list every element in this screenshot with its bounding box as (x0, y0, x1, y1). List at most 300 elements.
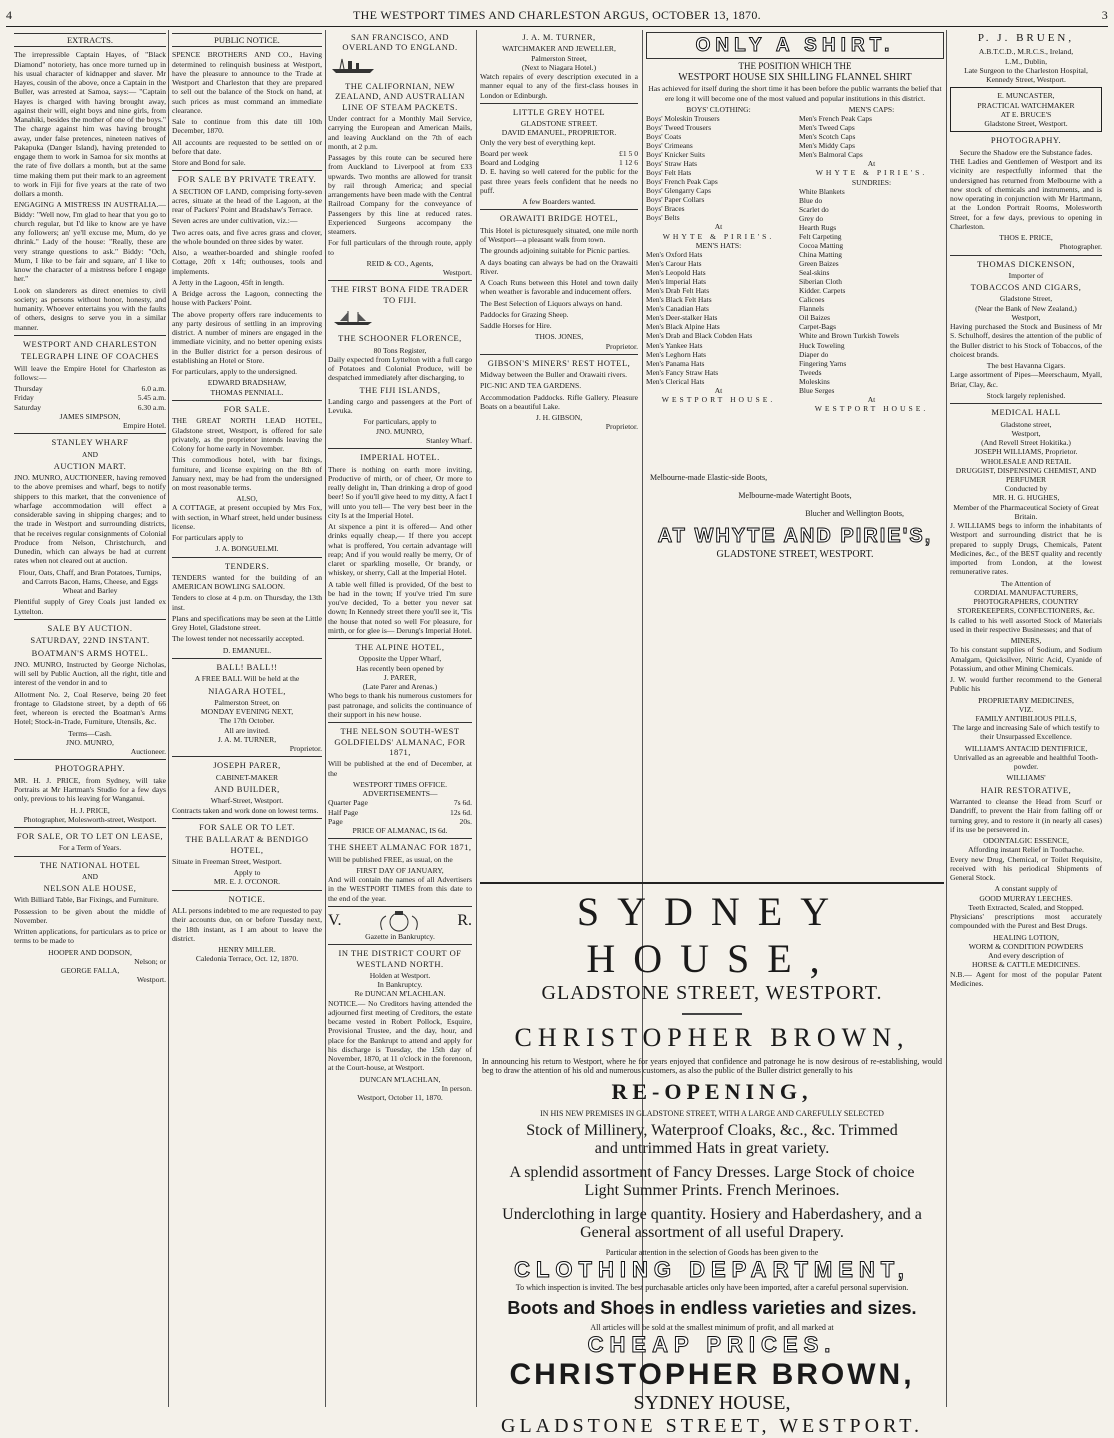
medical-text-4: J. W. would further recommend to the General Public his (950, 675, 1102, 694)
column-3 (328, 30, 472, 1407)
alpine-heading: THE ALPINE HOTEL, (355, 642, 445, 653)
orawaiti-text-3: A days boating can always be had on the Orawaiti River. (480, 257, 638, 276)
column-2 (172, 30, 322, 1407)
fancy-line-2: Light Summer Prints. French Merinoes. (584, 1182, 840, 1199)
turner-address: Palmerston Street, (531, 53, 587, 63)
little-grey-text-2: D. E. having so well catered for the public for the past three years feels confident that he needs no puff. (480, 167, 638, 195)
christopher-brown-heading: CHRISTOPHER BROWN, (514, 1023, 910, 1052)
sydney-intro: In announcing his return to Westport, where he for years enjoyed that confidence and patronage he is now desirous of re-establishing, would beg to draw the attention of his old and numerous customers, as also the public of the Buller district generally to his (482, 1057, 942, 1075)
for-sale-text-4: For particulars apply to (172, 533, 244, 543)
at-label: At (714, 222, 723, 232)
list-item: Blue Serges (799, 385, 835, 395)
mens-hats-list (646, 250, 791, 385)
list-item: Hearth Rugs (799, 223, 837, 233)
photography-motto: Secure the Shadow ere the Substance fades. (959, 147, 1093, 157)
coaches-signature: JAMES SIMPSON, (59, 411, 121, 421)
extract-paragraph: The irrepressible Captain Hayes, of "Black Diamond" notoriety, has once more turned up in his usual character of kidnapper and slaver. Mr Hayes, cousin of the above, once a Captain in the Buller, was arrested at Samoa, says:— "Captain Hayes is charged with having brought away, against their will, eight boys and nine girls, from Manahiki, besides the mother of one of the boys." The charge against him was having brought away, under false pretences, nineteen natives of Pakapuka (Danger Island), having pretended to engage them to work in Samoa for six months at the rate of five dollars a month, but at the same time making them put their mark to an agreement to work in Fiji for five years at the rate of two dollars a month. (14, 50, 166, 199)
alpine-text: Opposite the Upper Wharf, (358, 654, 442, 664)
list-item: Men's French Peak Caps (799, 114, 872, 124)
list-item: Men's Deer-stalker Hats (646, 313, 718, 323)
alpine-text-2: Has recently been opened by (356, 663, 444, 673)
medical-text-8: Affording instant Relief in Toothache. (968, 845, 1084, 855)
little-grey-text: Only the very best of everything kept. (480, 137, 596, 147)
murray-leeches: GOOD MURRAY LEECHES. (979, 893, 1073, 903)
list-item: Boys' Straw Hats (646, 159, 698, 169)
sf-company: THE CALIFORNIAN, NEW ZEALAND, AND AUSTRALIAN LINE OF STEAM PACKETS. (335, 80, 465, 112)
gibson-text-3: Accommodation Paddocks. Rifle Gallery. Pleasure Boats on a beautiful Lake. (480, 392, 638, 411)
treaty-text-3: Two acres oats, and five acres grass and clover, the whole bounded on three sides by water. (172, 227, 322, 246)
list-item: Green Baizes (799, 259, 839, 269)
medical-address-3: (And Revell Street Hokitika.) (981, 438, 1071, 448)
tenders-text-4: The lowest tender not necessarily accepted. (172, 634, 304, 644)
wharf-coal: Plentiful supply of Grey Coals just landed ex Lyttelton. (14, 597, 166, 616)
photography-signature: THOS E. PRICE, (999, 233, 1053, 243)
treaty-text-8: For particulars, apply to the undersigned. (172, 367, 298, 377)
westport-house-label: WESTPORT HOUSE. (814, 403, 929, 413)
tenders-signature: D. EMANUEL. (222, 645, 272, 655)
sf-text-2: Passages by this route can be secured here from Auckland to Liverpool at from £33 upwards. Two months are allowed for transit by rail through America; and special arrangements have been made with the Central Railroad Company for the conveyance of Passengers by this line at reduced rates. Experienced Surgeons accompany the steamers. (328, 153, 472, 237)
sf-heading: SAN FRANCISCO, AND OVERLAND TO ENGLAND. (342, 32, 458, 53)
auction-signature: JNO. MUNRO, (66, 737, 114, 747)
treaty-text-2: Seven acres are under cultivation, viz.:— (172, 216, 298, 226)
auction-heading: SALE BY AUCTION. (47, 622, 133, 633)
horse-medicines: HORSE & CATTLE MEDICINES. (972, 960, 1080, 970)
photo-signature-2: Photographer, Molesworth-street, Westport. (23, 814, 157, 824)
masthead-left: 4 (6, 7, 13, 22)
fiji-text: THE SCHOONER FLORENCE, (338, 333, 462, 344)
to-let-text: THE BALLARAT & BENDIGO HOTEL, (185, 834, 309, 855)
medical-text-13: And every description of (988, 951, 1064, 961)
schooner-icon (328, 309, 378, 327)
treaty-text-5: A Jetty in the Lagoon, 45ft in length. (172, 277, 284, 287)
boots-line-2: Melbourne-made Watertight Boots, (738, 490, 852, 500)
steamship-icon (328, 57, 378, 75)
inspection-line: To which inspection is invited. The best purchasable articles only have been imported, after a careful personal supervision. (515, 1283, 909, 1292)
medical-sub: WHOLESALE AND RETAIL (980, 456, 1072, 466)
list-item: Cocoa Matting (799, 241, 844, 251)
column-rule (168, 30, 169, 1407)
for-sale-also: ALSO, (236, 494, 258, 504)
new-premises: IN HIS NEW PREMISES IN GLADSTONE STREET, WITH A LARGE AND CAREFULLY SELECTED (540, 1109, 884, 1118)
coach-time-row: Saturday 6.30 a.m. (14, 402, 166, 412)
national-text-2: Possession to be given about the middle of November. (14, 906, 166, 925)
list-item: Men's Black Alpine Hats (646, 322, 720, 332)
list-item: Boys' Coats (646, 132, 682, 142)
coaches-text: Will leave the Empire Hotel for Charleston as follows:— (14, 363, 166, 382)
coaches-signature-place: Empire Hotel. (122, 421, 166, 431)
fiji-signature-2: Stanley Wharf. (426, 435, 472, 445)
boots-line-3: Blucher and Wellington Boots, (805, 508, 904, 518)
list-item: Boys' Knicker Suits (646, 150, 705, 160)
dickenson-text-2: The best Havanna Cigars. (986, 361, 1066, 371)
odontalgic-essence: ODONTALGIC ESSENCE, (983, 836, 1069, 846)
public-notice-text: SPENCE BROTHERS AND CO., Having determined to relinquish business at Westport, have the pleasure to announce to the Trade at Westport and Charleston that they are prepared to sell out the balance of the Stock on hand, at such prices as must command an immediate clearance. (172, 50, 322, 115)
sheet-almanac-text-2: And will contain the names of all Advertisers in the WESTPORT TIMES from this date to the end of the year. (328, 875, 472, 903)
orawaiti-signature: THOS. JONES, (534, 332, 584, 342)
list-item: Moleskins (799, 376, 830, 386)
ball-date: MONDAY EVENING NEXT, (200, 707, 294, 717)
treaty-text-7: The above property offers rare inducements to any party desirous of settling in an improving district. A number of miners are engaged in the immediate vicinity, and no better opening exists in the Buller district for a person desirous of establishing an Hotel or Store. (172, 309, 322, 365)
imperial-verse-3: A table well filled is provided, Of the best to be had in the town; If you've tried I'm sure you've decided, To a better you never sat down; In Kennedy street there you'll see it, 'Tis the house that noted so well For pleasure, for mirth, or for glee is— Derung's Imperial Hotel. (328, 579, 472, 635)
orawaiti-text-4: A Coach Runs between this Hotel and town daily when weather is favorable and inducement offers. (480, 278, 638, 297)
coach-time-row: Friday 5.45 a.m. (14, 393, 166, 403)
list-item: Men's Black Felt Hats (646, 295, 712, 305)
lease-sub: For a Term of Years. (58, 843, 122, 853)
list-item: Men's Panama Hats (646, 358, 705, 368)
little-grey-address: GLADSTONE STREET. (520, 119, 598, 129)
wharf-heading-2: AUCTION MART. (53, 460, 127, 471)
medical-nb: N.B.— Agent for most of the popular Patent Medicines. (950, 969, 1102, 988)
list-item: Siberian Cloth (799, 277, 842, 287)
fiji-signature: JNO. MUNRO, (376, 426, 424, 436)
wharf-text: JNO. MUNRO, AUCTIONEER, having removed to the above premises and wharf, begs to notify shippers to this market, that the convenience of wharfage accommodation will effect a considerable saving in shipping charges; and to the trade in Westport and surrounding districts, that he receives regular consignments of Colonial Produce from Nelson, Christchurch, and Dunedin, which can always be had at current rates when not cleared out at auction. (14, 473, 166, 566)
public-notice-text-4: Store and Bond for sale. (172, 158, 246, 168)
tenders-text-3: Plans and specifications may be seen at the Little Grey Hotel, Gladstone street. (172, 613, 322, 633)
list-item: Flannels (799, 304, 825, 314)
medical-society: Member of the Pharmaceutical Society of Great Britain. (953, 502, 1099, 521)
dentifrice: WILLIAM'S ANTACID DENTIFRICE, (964, 743, 1088, 753)
tenders-heading: TENDERS. (224, 560, 270, 571)
list-item: Men's Balmoral Caps (799, 150, 863, 160)
orawaiti-text-2: The grounds adjoining suitable for Picnic parties. (480, 246, 630, 256)
gladstone-street-banner: GLADSTONE STREET, WESTPORT. (501, 1415, 923, 1437)
sydney-address: GLADSTONE STREET, WESTPORT. (541, 982, 883, 1004)
clothing-department: CLOTHING DEPARTMENT, (514, 1257, 910, 1282)
fiji-text-5: Landing cargo and passengers at the Port of Levuka. (328, 396, 472, 416)
fiji-text-4: THE FIJI ISLANDS, (359, 384, 441, 395)
medical-list: CORDIAL MANUFACTURERS, PHOTOGRAPHERS, COUNTRY STOREKEEPERS, CONFECTIONERS, &c. (957, 587, 1095, 616)
coaches-subheading: TELEGRAPH LINE OF COACHES (20, 351, 160, 362)
dickenson-text-3: Large assortment of Pipes—Meerschaum, Myall, Briar, Clay, &c. (950, 370, 1102, 389)
list-item: Kidder. Carpets (799, 286, 846, 296)
clothing-left-column (646, 105, 791, 413)
notice-signature: HENRY MILLER. (218, 945, 276, 955)
masthead (6, 4, 1108, 27)
ball-text-2: Palmerston Street, on (214, 697, 280, 707)
auction-place: BOATMAN'S ARMS HOTEL. (31, 647, 149, 658)
alpine-text-3: Who begs to thank his numerous customers for past patronage, and solicits the continuance of their support in his new house. (328, 691, 472, 719)
ball-signature: J. A. M. TURNER, (217, 734, 277, 744)
list-item: Men's Middy Caps (799, 141, 855, 151)
extracts-heading: EXTRACTS. (14, 33, 166, 47)
for-sale-text: THE GREAT NORTH LEAD HOTEL, Gladstone street, Westport, is offered for sale privately, as the proprietor intends leaving the Colony for home early in November. (172, 416, 322, 454)
list-item: Oil Baizes (799, 313, 830, 323)
dickenson-address: Gladstone Street, (999, 294, 1053, 304)
photography-text: THE Ladies and Gentlemen of Westport and its vicinity are respectfully informed that the undersigned has returned from Melbourne with a new stock of chemicals and instruments, and is now operating in conjunction with Mr Hartmann, at the London Portrait Rooms, Molesworth Street, for a few days, previous to opening in Charleston. (950, 157, 1102, 231)
stock-line-2: and untrimmed Hats in great variety. (594, 1140, 830, 1157)
treaty-text-4: Also, a weather-boarded and shingle roofed Cottage, 20ft x 14ft; outhouses, tools and implements. (172, 248, 322, 276)
muncaster-name: E. MUNCASTER, (997, 91, 1055, 101)
stock-line: Stock of Millinery, Waterproof Cloaks, &c., &c. Trimmed (526, 1122, 898, 1139)
extract-paragraph: Look on slanderers as direct enemies to civil society; as persons without honor, honesty, and humanity. Whoever entertains you with the faults of others, designs to serve you in a similar manner. (14, 285, 166, 332)
list-item: Men's Canadian Hats (646, 304, 709, 314)
royal-coat-of-arms-icon (374, 910, 424, 932)
for-sale-heading: FOR SALE. (223, 403, 271, 414)
alpine-signature-2: (Late Parer and Arenas.) (362, 682, 438, 692)
fiji-heading: THE FIRST BONA FIDE TRADER TO FIJI. (331, 284, 469, 305)
medical-text: J. WILLIAMS begs to inform the inhabitants of Westport and surrounding district that he is prepared to supply Drugs, Chemicals, Patent Medicines, &c., of the BEST quality and recently imported from London, at the lowest remunerative rates. (950, 521, 1102, 577)
sf-signature-2: Westport. (442, 268, 472, 278)
reopening-heading: RE-OPENING, (611, 1079, 813, 1104)
masthead-title: THE WESTPORT TIMES AND CHARLESTON ARGUS, OCTOBER 13, 1870. (353, 7, 761, 22)
sf-text: Under contract for a Monthly Mail Service, carrying the European and American Mails, and leaving Auckland on the 7th of each month, at 2 p.m. (328, 114, 472, 151)
royal-arms-row (328, 910, 472, 932)
whyte-pirie-label: WHYTE & PIRIE'S. (662, 231, 775, 241)
list-item: Men's Drab and Black Cobden Hats (646, 331, 753, 341)
sydney-house-heading: SYDNEY HOUSE, (576, 889, 848, 981)
at-label: At (867, 394, 876, 404)
medical-text-10: A constant supply of (994, 884, 1058, 894)
orawaiti-text-7: Saddle Horses for Hire. (480, 321, 552, 331)
imperial-verse-2: At sixpence a pint it is offered— And other drinks equally cheap,— If there you accept what is proffered, You certain advantage will reap; And if you would really be merry, Or of claret or sparkling moselle, Or brandy, or whiskey, or sherry, Call at the Imperial Hotel. (328, 522, 472, 578)
list-item: Men's Imperial Hats (646, 277, 707, 287)
whyte-pirie-address: GLADSTONE STREET, WESTPORT. (716, 548, 874, 560)
national-hotel-heading-2: NELSON ALE HOUSE, (43, 883, 137, 894)
christopher-brown-banner: CHRISTOPHER BROWN, (509, 1358, 915, 1391)
little-grey-rate-row: Board and Lodging 1 12 6 (480, 158, 638, 168)
sheet-almanac-text: Will be published FREE, as usual, on the (328, 854, 453, 864)
column-4 (480, 30, 638, 876)
parer-heading: JOSEPH PARER, (213, 760, 281, 771)
turner-sub: WATCHMAKER AND JEWELLER, (502, 44, 616, 54)
clothing-right-column (799, 105, 944, 413)
sundries-heading: SUNDRIES: (851, 177, 892, 187)
list-item: White Blankets (799, 186, 845, 196)
list-item: Boys' Tweed Trousers (646, 123, 712, 133)
list-item: Scarlet do (799, 205, 829, 215)
imperial-heading: IMPERIAL HOTEL. (360, 452, 440, 463)
list-item: Men's Leopold Hats (646, 268, 706, 278)
boots-line-1: Melbourne-made Elastic-side Boots, (650, 473, 768, 483)
medical-conducted: Conducted by (1004, 484, 1048, 494)
list-item: Felt Carpeting (799, 232, 842, 242)
court-text-2: In Bankruptcy. (377, 980, 423, 990)
gibson-text: Midway between the Buller and Orawaiti rivers. (480, 370, 627, 380)
ball-date-2: The 17th October. (219, 716, 275, 726)
list-item: Men's Carour Hats (646, 259, 702, 269)
list-item: Boys' Paper Collars (646, 195, 705, 205)
shirt-text-3: Has achieved for itself during the short time it has been before the public warrants the belief that ere long it will become one of the most valued and popular institutions in this district. (648, 84, 942, 103)
muncaster-box (950, 87, 1102, 132)
shirt-text: THE POSITION WHICH THE (738, 61, 852, 72)
to-let-heading: FOR SALE OR TO LET. (199, 821, 295, 832)
list-item: Men's Leghorn Hats (646, 349, 707, 359)
orawaiti-text-6: Paddocks for Grazing Sheep. (480, 309, 569, 319)
list-item: Boys' Belts (646, 213, 680, 223)
imperial-verse-1: There is nothing on earth more inviting, Productive of mirth, or of cheer, Or more to really delight in, Than drinking a drop of good beer! So if you'll give heed to my ditty, A fact I will unto you tell— The very best beer in the city Is at the Imperial Hotel. (328, 464, 472, 520)
turner-heading: J. A. M. TURNER, (522, 32, 596, 42)
alpine-signature: J. PARER, (383, 672, 417, 682)
list-item: Calicoes (799, 295, 825, 305)
photography-signature-2: Photographer. (1059, 242, 1102, 252)
dickenson-heading: THOMAS DICKENSON, (977, 258, 1075, 269)
auction-signature-title: Auctioneer. (130, 747, 166, 757)
mens-caps-heading: MEN'S CAPS: (848, 104, 895, 114)
medical-text-2: Is called to his well assorted Stock of Materials used in their respective Businesses; and that of (950, 615, 1102, 634)
medical-text-11: Teeth Extracted, Scaled, and Stopped. (968, 902, 1084, 912)
mens-hats-heading: MEN'S HATS: (695, 240, 742, 250)
column-rule (325, 30, 326, 1407)
dickenson-address-2: (Near the Bank of New Zealand,) (975, 303, 1077, 313)
boys-clothing-heading: BOYS' CLOTHING: (686, 104, 751, 114)
list-item: White and Brown Turkish Towels (799, 331, 899, 341)
court-re: Re DUNCAN M'LACHLAN. (354, 989, 446, 999)
photo-text: MR. H. J. PRICE, from Sydney, will take Portraits at Mr Hartman's Studio for a few days only, previous to his leaving for Wanganui. (14, 775, 166, 804)
orawaiti-text-5: The Best Selection of Liquors always on hand. (480, 298, 623, 308)
list-item: Boys' Glengarry Caps (646, 186, 711, 196)
worm-powders: WORM & CONDITION POWDERS (968, 941, 1084, 951)
list-item: Seal-skins (799, 268, 830, 278)
national-text: With Billiard Table, Bar Fixings, and Furniture. (14, 895, 159, 905)
fiji-text-6: For particulars, apply to (363, 417, 437, 427)
national-signature-4: Westport. (136, 975, 166, 985)
almanac-office: WESTPORT TIMES OFFICE. (353, 779, 447, 789)
auction-date: SATURDAY, 22ND INSTANT. (30, 635, 150, 646)
parer-heading-2: AND BUILDER, (214, 784, 280, 795)
medical-text-3: To his constant supplies of Sodium, and Sodium Amalgam, Quicksilver, Nitric Acid, Cyanide of Potassium, and other Mining Chemicals. (950, 645, 1102, 673)
court-notice: NOTICE.— No Creditors having attended the adjourned first meeting of Creditors, the estate became vested in Robert Pollock, Esquire, Provisional Trustee, and the day, hour, and place for the Bankrupt to attend and apply for his discharge is Tuesday, the 15th day of November, 1870, at 11 o'clock in the forenoon, at the Court-house, at Westport. (328, 998, 472, 1073)
royal-cipher-v: V. (328, 912, 342, 930)
shirt-text-2: WESTPORT HOUSE SIX SHILLING FLANNEL SHIRT (678, 72, 912, 84)
medical-viz: VIZ. (1018, 704, 1034, 714)
auction-text: JNO. MUNRO, Instructed by George Nicholas, will sell by Public Auction, all the right, title and interest of the vendor in and to (14, 659, 166, 688)
coaches-heading: WESTPORT AND CHARLESTON (23, 338, 157, 349)
national-text-3: Written applications, for particulars as to price or terms to be made to (14, 927, 166, 946)
at-label: At (867, 159, 876, 169)
wharf-and: AND (81, 449, 98, 459)
list-item: Men's Clerical Hats (646, 376, 705, 386)
list-item: Boys' French Peak Caps (646, 177, 718, 187)
almanac-rate-row: Half Page 12s 6d. (328, 807, 472, 817)
notice-date: Caledonia Terrace, Oct. 12, 1870. (195, 954, 299, 964)
sundries-list (799, 187, 944, 395)
notice-text: ALL persons indebted to me are requested to pay their accounts due, on or before Tuesday next, the 18th instant, as I am about to leave the district. (172, 906, 322, 943)
list-item: Huck Toweling (799, 340, 845, 350)
tenders-text-2: Tenders to close at 4 p.m. on Thursday, the 13th inst. (172, 593, 322, 612)
orawaiti-signature-2: Proprietor. (605, 341, 638, 351)
treaty-text: A SECTION OF LAND, comprising forty-seven acres, situate at the head of the Lagoon, at the rear of Packers' Point and Bradshaw's Terrace. (172, 186, 322, 215)
little-grey-rate-row: Board per week £1 5 0 (480, 148, 638, 158)
ornamental-rule (682, 1007, 742, 1021)
gibson-signature: J. H. GIBSON, (535, 413, 583, 423)
orawaiti-text: This Hotel is picturesquely situated, one mile north of Westport—a pleasant walk from town. (480, 225, 638, 245)
medical-attention: The Attention of (1000, 578, 1052, 588)
sf-text-3: For full particulars of the through route, apply to (328, 238, 472, 257)
medical-proprietor: JOSEPH WILLIAMS, Proprietor. (974, 447, 1078, 457)
medical-address: Gladstone street, (1000, 419, 1052, 429)
mens-caps-list (799, 114, 944, 159)
court-text: Holden at Westport. (369, 970, 431, 980)
little-grey-proprietor: DAVID EMANUEL, PROPRIETOR. (501, 128, 617, 138)
almanac-text: Will be published at the end of December, at the (328, 759, 472, 778)
orawaiti-heading: ORAWAITI BRIDGE HOTEL, (499, 213, 619, 224)
bruen-text: Late Surgeon to the Charleston Hospital, (964, 65, 1088, 75)
medical-miners: MINERS, (1010, 636, 1042, 646)
bruen-address: Kennedy Street, Westport. (986, 75, 1066, 85)
underclothing-line-2: General assortment of all useful Drapery. (580, 1224, 844, 1241)
treaty-signature: EDWARD BRADSHAW, (207, 378, 287, 388)
attention-line: Particular attention in the selection of Goods has been given to the (605, 1248, 819, 1257)
auction-lot: Allotment No. 2, Coal Reserve, being 20 feet frontage to Gladstone street, by a depth of 66 feet, whereon is erected the Boatman's Arms Hotel; Stock-in-Trade, Furniture, Utensils, &c. (14, 689, 166, 727)
column-1 (14, 30, 166, 1407)
williams-label: WILLIAMS' (1006, 773, 1046, 783)
court-signature-2: In person. (441, 1083, 472, 1093)
medical-text-5: The large and increasing Sale of which testify to their Unsurpassed Excellence. (952, 723, 1100, 742)
underclothing-line: Underclothing in large quantity. Hosiery and Haberdashery, and a (502, 1206, 922, 1223)
list-item: Boys' Moleskin Trousers (646, 114, 720, 124)
tenders-text: TENDERS wanted for the building of an AMERICAN BOWLING SALOON. (172, 572, 322, 592)
boys-clothing-list (646, 114, 791, 222)
muncaster-job: PRACTICAL WATCHMAKER (977, 100, 1075, 110)
sheet-almanac-heading: THE SHEET ALMANAC FOR 1871, (328, 842, 472, 853)
little-grey-heading: LITTLE GREY HOTEL (512, 106, 606, 117)
dickenson-sub: Importer of (1008, 270, 1044, 280)
medical-text-6: Unrivalled as an agreeable and healthful Tooth-powder. (953, 752, 1099, 772)
photography-heading: PHOTOGRAPHY. (990, 135, 1062, 146)
auction-terms: Terms—Cash. (68, 728, 112, 738)
ball-heading: BALL! BALL!! (216, 661, 278, 672)
national-signature-2: Nelson; or (134, 956, 166, 966)
boots-and-shoes: Boots and Shoes in endless varieties and sizes. (507, 1298, 917, 1318)
sold-line: All articles will be sold at the smallest minimum of profit, and all marked at (590, 1323, 834, 1332)
medical-trade: DRUGGIST, DISPENSING CHEMIST, AND PERFUMER (955, 465, 1097, 484)
parer-sub: CABINET-MAKER (215, 772, 279, 782)
photo-heading: PHOTOGRAPHY. (54, 763, 126, 774)
list-item: Men's Tweed Caps (799, 123, 855, 133)
whyte-pirie-banner: AT WHYTE AND PIRIE'S, (657, 525, 933, 548)
list-item: Tweeds (799, 367, 822, 377)
medical-text-12: Physicians' prescriptions most accurately compounded with the Purest and Best Drugs. (950, 912, 1102, 931)
proprietary-medicines: PROPRIETARY MEDICINES, (978, 695, 1074, 705)
only-a-shirt-heading: ONLY A SHIRT. (646, 32, 944, 59)
dickenson-heading-2: TOBACCOS AND CIGARS, (970, 282, 1082, 293)
national-signature-3: GEORGE FALLA, (60, 966, 120, 976)
list-item: Men's Drab Felt Hats (646, 286, 710, 296)
bruen-heading: P. J. BRUEN, (977, 32, 1075, 44)
list-item: China Matting (799, 250, 842, 260)
page-number: 3 (1101, 7, 1108, 22)
dickenson-text-4: Stock largely replenished. (986, 390, 1066, 400)
wharf-produce: Flour, Oats, Chaff, and Bran Potatoes, Turnips, and Carrots Bacon, Hams, Cheese, and Eggs Wheat and Barley (18, 567, 162, 596)
almanac-heading: THE NELSON SOUTH-WEST GOLDFIELDS' ALMANAC, FOR 1871, (334, 726, 466, 757)
public-notice-text-2: Sale to continue from this date till 10th December, 1870. (172, 117, 322, 136)
list-item: Boys' Braces (646, 204, 685, 214)
sydney-house-ad (480, 880, 944, 1437)
lease-heading: FOR SALE, OR TO LET ON LEASE, (16, 831, 164, 842)
list-item: Men's Fancy Straw Hats (646, 367, 719, 377)
public-notice-text-3: All accounts are requested to be settled on or before that date. (172, 137, 322, 156)
extract-paragraph: ENGAGING A MISTRESS IN AUSTRALIA.—Biddy: "Well now, I'm glad to hear that you go to church regular, but I'd like to know are ye have any followers; an' ye'll excuse me, Mum, do ye dhrink." Lady of the house: "Really, these are very strange questions to ask." Biddy: "Och, Mum, I like to be fair and square, an' I like to know the character of a mistress before I engage her." (14, 200, 166, 284)
at-label: At (714, 385, 723, 395)
little-grey-boarders: A few Boarders wanted. (522, 197, 596, 207)
photo-signature: H. J. PRICE, (70, 805, 110, 815)
column-rule (476, 30, 477, 1407)
to-let-text-2: Situate in Freeman Street, Westport. (172, 856, 282, 866)
court-heading: IN THE DISTRICT COURT OF WESTLAND NORTH. (338, 948, 462, 969)
parer-text: Contracts taken and work done on lowest terms. (172, 805, 319, 815)
ball-text: A FREE BALL Will be held at the (194, 674, 300, 684)
westport-house-label: WESTPORT HOUSE. (661, 394, 776, 404)
medical-text-9: Every new Drug, Chemical, or Toilet Requisite, received with his periodical Shipments of General Stock. (950, 854, 1102, 883)
list-item: Boys' Crimeans (646, 141, 693, 151)
for-sale-text-3: A COTTAGE, at present occupied by Mrs Fox, with section, in Wharf street, held under business license. (172, 503, 322, 531)
ball-invite: All are invited. (224, 725, 270, 735)
list-item: Men's Scotch Caps (799, 132, 856, 142)
fiji-text-3: Daily expected from Lyttelton with a full cargo of Potatoes and Colonial Produce, will be despatched immediately after discharging, to (328, 354, 472, 383)
medical-name: MR. H. G. HUGHES, (992, 493, 1060, 503)
to-let-signature: MR. E. J. O'CONOR. (213, 877, 281, 887)
boots-block (646, 473, 944, 518)
